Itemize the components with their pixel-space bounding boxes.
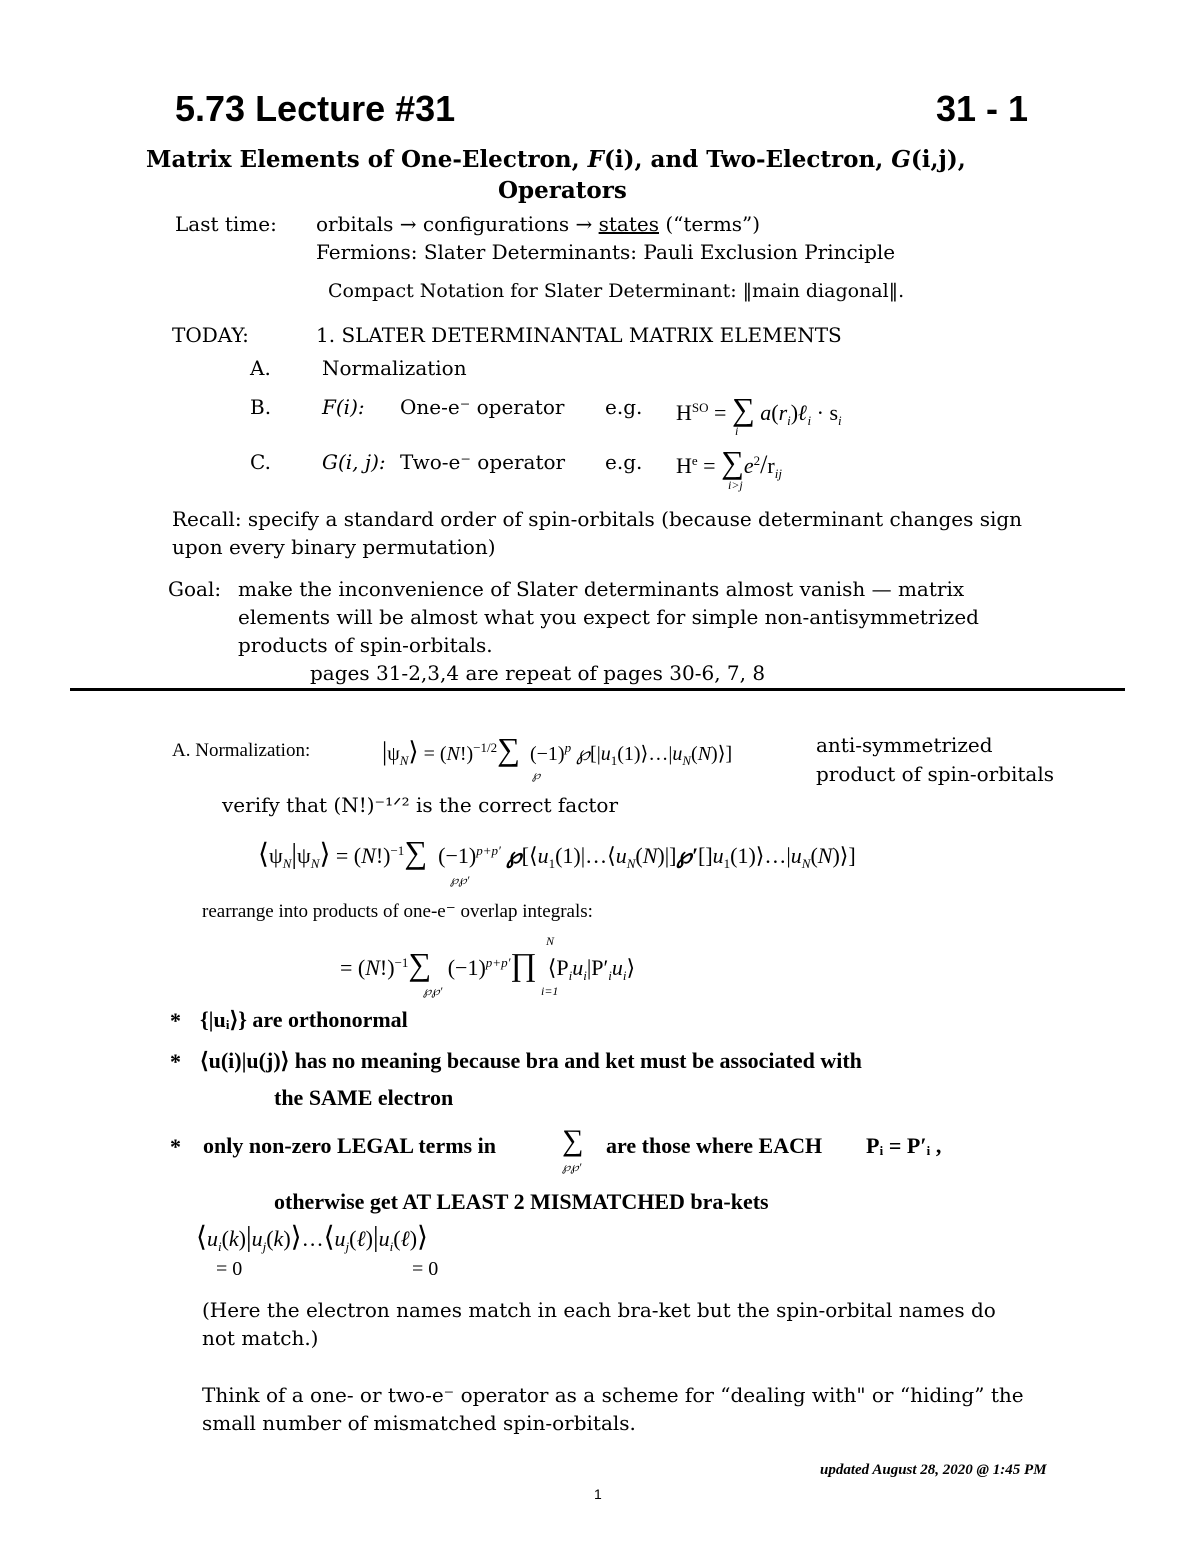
bullet-3-text-a: only non-zero LEGAL terms in (203, 1133, 496, 1158)
zero-1: = 0 (216, 1258, 243, 1280)
zero-2: = 0 (412, 1258, 439, 1280)
item-b-eg: e.g. (605, 395, 643, 419)
note-line2: product of spin-orbitals (816, 762, 1055, 786)
last-time-line3: Compact Notation for Slater Determinant: ‖main diagonal‖. (328, 280, 905, 302)
bullet-3-text-d: otherwise get AT LEAST 2 MISMATCHED bra-kets (274, 1189, 769, 1214)
item-b-op: F(i): (322, 395, 365, 419)
goal-line3: products of spin-orbitals. (238, 633, 493, 657)
item-a-text: Normalization (322, 356, 467, 380)
bullet-1-star: * (170, 1008, 181, 1033)
product-lower: i=1 (541, 984, 559, 998)
title-F: F (587, 146, 604, 173)
section-title (146, 146, 966, 173)
goal-line4: pages 31-2,3,4 are repeat of pages 30-6, 7, 8 (310, 661, 766, 685)
lecture-title: 5.73 Lecture #31 (175, 88, 456, 129)
normalization-label: A. Normalization: (172, 740, 311, 761)
hso-sup: SO (691, 400, 709, 415)
rearrange-line: rearrange into products of one-e⁻ overlap integrals: (202, 901, 593, 922)
title-text-1: Matrix Elements of One-Electron, (146, 146, 588, 173)
last-time-line1 (316, 212, 760, 236)
today-heading: 1. SLATER DETERMINANTAL MATRIX ELEMENTS (316, 323, 842, 347)
recall-line1: Recall: specify a standard order of spin-orbitals (because determinant changes sign (172, 507, 1023, 531)
hso-index: i (735, 424, 739, 438)
note-line1: anti-symmetrized (816, 733, 993, 757)
product-sum-index: ℘℘′ (423, 984, 443, 998)
here-line2: not match.) (202, 1326, 319, 1350)
page-number-header: 31 - 1 (936, 88, 1029, 129)
bullet-3-star: * (170, 1134, 181, 1159)
hso-H: H (676, 400, 692, 425)
item-b-letter: B. (250, 395, 272, 419)
hso-formula: $H^{SO}$ = ∑ $a(r_i)\ell_i \cdot s_i$ (676, 391, 842, 428)
he-sup: e (691, 453, 698, 468)
updated-note: updated August 28, 2020 @ 1:45 PM (820, 1462, 1047, 1478)
last-time-line2: Fermions: Slater Determinants: Pauli Exclusion Principle (316, 240, 896, 264)
title-ij: (i,j) (910, 146, 958, 173)
here-line1: (Here the electron names match in each bra-ket but the spin-orbital names do (202, 1298, 996, 1322)
verify-line: verify that (N!)⁻¹ᐟ² is the correct factor (222, 793, 619, 817)
he-formula: $H^e = \sum e^2/r_{ij}$ (676, 444, 782, 481)
bullet-2-text: ⟨u(i)|u(j)⟩ has no meaning because bra and ket must be associated with (200, 1048, 862, 1073)
last-time-label: Last time: (175, 212, 277, 236)
title-G: G (891, 146, 911, 173)
he-H: H (676, 453, 692, 478)
section-title-line2: Operators (498, 177, 627, 204)
bullet-3-sum: ∑ (562, 1124, 584, 1157)
goal-line2: elements will be almost what you expect for simple non-antisymmetrized (238, 605, 979, 629)
title-i: (i) (603, 146, 635, 173)
mismatched-brakets: $⟨u_i(k)|u_j(k)⟩\dots⟨u_j(\ell)|u_i(\ell)⟩$ (196, 1222, 428, 1254)
bullet-3-sum-index: ℘℘′ (562, 1160, 582, 1174)
horizontal-rule (70, 688, 1125, 691)
psi-n-sum-index: ℘ (532, 768, 541, 782)
goal-line1: make the inconvenience of Slater determinants almost vanish — matrix (238, 577, 965, 601)
item-b-desc: One-e⁻ operator (400, 395, 565, 419)
item-c-op: G(i, j): (322, 450, 386, 474)
bullet-3-text-b: are those where EACH (606, 1133, 823, 1158)
product-equation: = $(N!)^{-1}\sum$ $(-1)^{p+p'}\prod$ $⟨P_iu_i|P'_iu_i⟩$ (340, 946, 636, 983)
page-number-footer: 1 (594, 1486, 602, 1502)
goal-label: Goal: (168, 577, 222, 601)
overlap-equation: $⟨\psi_N|\psi_N⟩ = (N!)^{-1}\sum$ $(-1)^{p+p'}$ $℘[⟨u_1(1)|\dots⟨u_N(N)|]℘'[]u_1(1)⟩\dots|u_N(N)⟩$] (258, 834, 856, 871)
bullet-2-text-cont: the SAME electron (274, 1085, 454, 1110)
last-time-line1-a: orbitals → configurations → (316, 212, 599, 236)
psi-n-equation: $|\psi_N⟩ = (N!)^{-1/2}\sum$ $(-1)^p$ $℘[|u_1(1)⟩\dots|u_N(N)⟩]$ (382, 731, 733, 768)
bullet-1-text: {|uᵢ⟩} are orthonormal (200, 1007, 408, 1032)
states-underlined: states (598, 212, 659, 236)
bullet-3-text-c: Pᵢ = P′ᵢ , (866, 1133, 942, 1158)
title-text-2: , and Two-Electron, (634, 146, 892, 173)
think-line1: Think of a one- or two-e⁻ operator as a scheme for “dealing with" or “hiding” the (202, 1383, 1024, 1407)
item-c-desc: Two-e⁻ operator (400, 450, 566, 474)
bullet-2-star: * (170, 1049, 181, 1074)
think-line2: small number of mismatched spin-orbitals. (202, 1411, 636, 1435)
item-c-eg: e.g. (605, 450, 643, 474)
last-time-line1-b: (“terms”) (659, 212, 761, 236)
title-comma: , (957, 146, 966, 173)
today-label: TODAY: (172, 323, 249, 347)
item-c-letter: C. (250, 450, 271, 474)
overlap-sum-index: ℘℘′ (450, 873, 470, 887)
product-upper: N (546, 934, 555, 948)
he-index: i>j (728, 478, 743, 492)
recall-line2: upon every binary permutation) (172, 535, 496, 559)
item-a-letter: A. (250, 356, 271, 380)
